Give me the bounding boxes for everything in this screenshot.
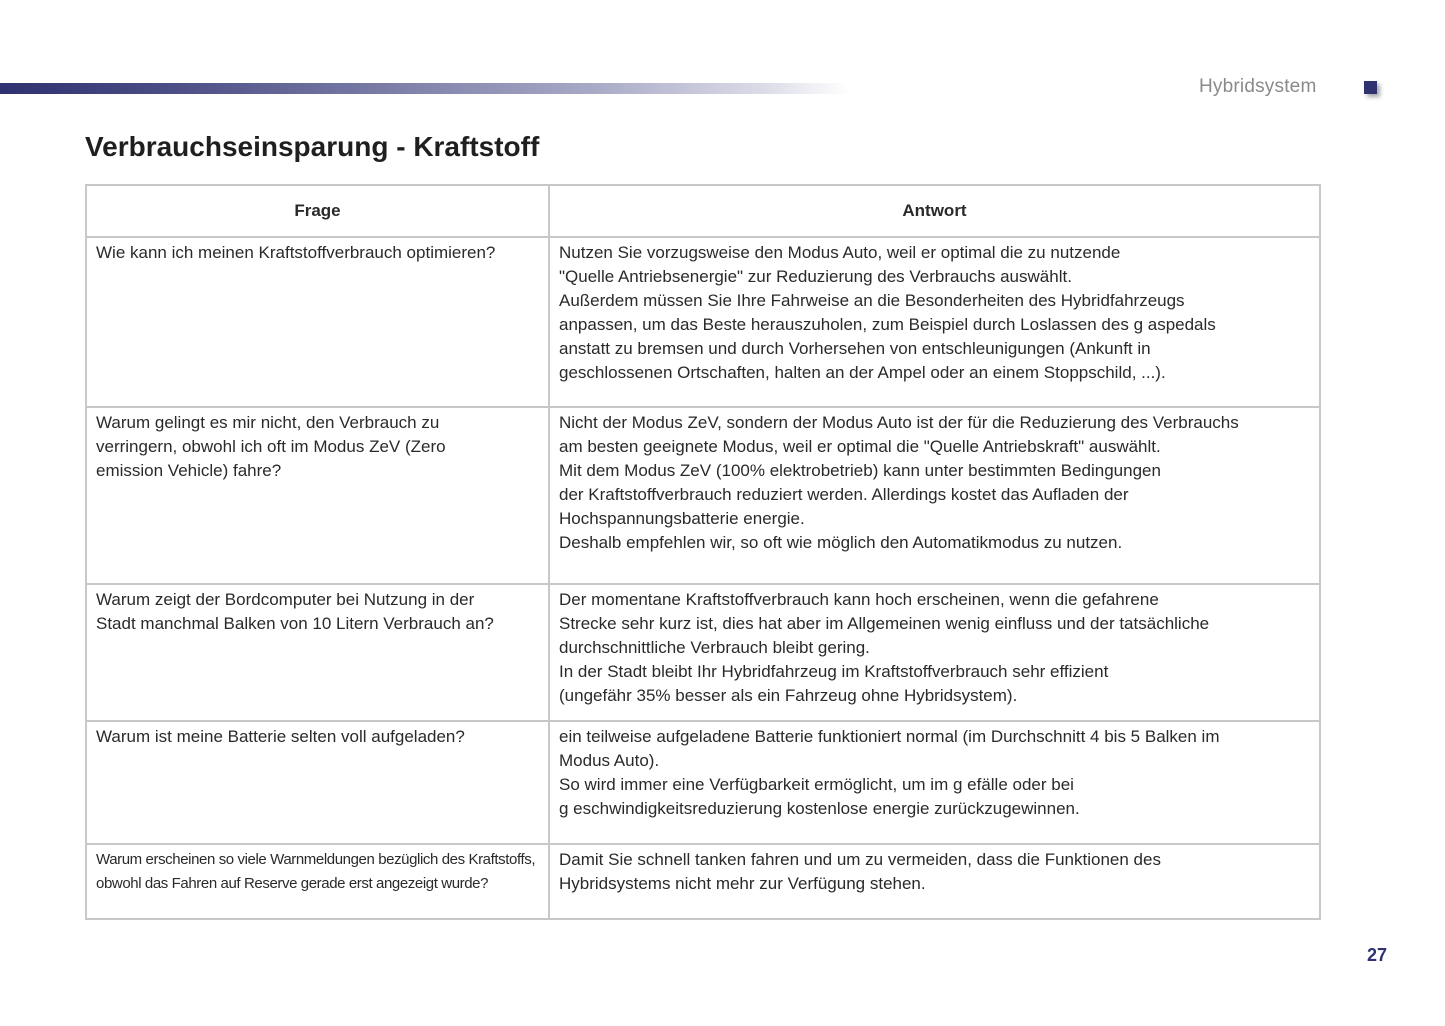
table-row bbox=[86, 721, 1320, 844]
answer-text: geschlossenen Ortschaften, halten an der Ampel oder an einem Stoppschild, ...). bbox=[559, 363, 1166, 382]
answer-text: anstatt zu bremsen und durch Vorhersehen von entschleunigungen (Ankunft in bbox=[559, 339, 1151, 358]
table-row bbox=[86, 407, 1320, 584]
column-header-answer: Antwort bbox=[549, 185, 1320, 237]
question-cell bbox=[86, 584, 549, 721]
column-header-question: Frage bbox=[86, 185, 549, 237]
answer-text: g eschwindigkeitsreduzierung kostenlose energie zurückzugewinnen. bbox=[559, 799, 1080, 818]
question-text: Warum zeigt der Bordcomputer bei Nutzung in der bbox=[96, 590, 475, 609]
answer-text: Strecke sehr kurz ist, dies hat aber im Allgemeinen wenig einfluss und der tatsächliche bbox=[559, 614, 1210, 633]
answer-text: Nutzen Sie vorzugsweise den Modus Auto, weil er optimal die zu nutzende bbox=[559, 243, 1121, 262]
answer-text: Außerdem müssen Sie Ihre Fahrweise an die Besonderheiten des Hybridfahrzeugs bbox=[559, 291, 1185, 310]
question-text: emission Vehicle) fahre? bbox=[96, 461, 282, 480]
question-text: Wie kann ich meinen Kraftstoffverbrauch optimieren? bbox=[96, 243, 496, 262]
question-text: obwohl das Fahren auf Reserve gerade erst angezeigt wurde? bbox=[96, 875, 489, 892]
section-marker-square-icon bbox=[1364, 81, 1377, 94]
answer-text: So wird immer eine Verfügbarkeit ermöglicht, um im g efälle oder bei bbox=[559, 775, 1074, 794]
faq-table bbox=[85, 184, 1321, 920]
answer-text: Hybridsystems nicht mehr zur Verfügung stehen. bbox=[559, 874, 926, 893]
answer-text: "Quelle Antriebsenergie" zur Reduzierung des Verbrauchs auswählt. bbox=[559, 267, 1072, 286]
question-text: Warum ist meine Batterie selten voll aufgeladen? bbox=[96, 727, 465, 746]
question-cell bbox=[86, 844, 549, 919]
answer-text: In der Stadt bleibt Ihr Hybridfahrzeug im Kraftstoffverbrauch sehr effizient bbox=[559, 662, 1109, 681]
question-cell bbox=[86, 407, 549, 584]
question-cell bbox=[86, 237, 549, 407]
answer-cell bbox=[549, 844, 1320, 919]
question-text: Warum erscheinen so viele Warnmeldungen bezüglich des Kraftstoffs, bbox=[96, 851, 536, 868]
page-title: Verbrauchseinsparung - Kraftstoff bbox=[85, 131, 540, 162]
answer-cell bbox=[549, 237, 1320, 407]
table-header-row bbox=[86, 185, 1320, 237]
answer-text: Modus Auto). bbox=[559, 751, 660, 770]
question-text: verringern, obwohl ich oft im Modus ZeV (Zero bbox=[96, 437, 446, 456]
answer-cell bbox=[549, 721, 1320, 844]
answer-text: ein teilweise aufgeladene Batterie funktioniert normal (im Durchschnitt 4 bis 5 Balken im bbox=[559, 727, 1220, 746]
section-label: Hybridsystem bbox=[1199, 76, 1317, 97]
answer-text: am besten geeignete Modus, weil er optimal die "Quelle Antriebskraft" auswählt. bbox=[559, 437, 1161, 456]
answer-text: Der momentane Kraftstoffverbrauch kann hoch erscheinen, wenn die gefahrene bbox=[559, 590, 1159, 609]
answer-text: der Kraftstoffverbrauch reduziert werden. Allerdings kostet das Aufladen der bbox=[559, 485, 1129, 504]
page-number: 27 bbox=[1367, 945, 1388, 965]
answer-cell bbox=[549, 407, 1320, 584]
header-gradient-bar bbox=[0, 83, 850, 94]
question-text: Stadt manchmal Balken von 10 Litern Verbrauch an? bbox=[96, 614, 494, 633]
answer-text: durchschnittliche Verbrauch bleibt gering. bbox=[559, 638, 870, 657]
answer-text: Mit dem Modus ZeV (100% elektrobetrieb) kann unter bestimmten Bedingungen bbox=[559, 461, 1161, 480]
answer-text: anpassen, um das Beste herauszuholen, zum Beispiel durch Loslassen des g aspedals bbox=[559, 315, 1216, 334]
answer-text: Deshalb empfehlen wir, so oft wie möglich den Automatikmodus zu nutzen. bbox=[559, 533, 1123, 552]
answer-text: Hochspannungsbatterie energie. bbox=[559, 509, 805, 528]
table-row bbox=[86, 844, 1320, 919]
answer-text: (ungefähr 35% besser als ein Fahrzeug ohne Hybridsystem). bbox=[559, 686, 1018, 705]
answer-text: Nicht der Modus ZeV, sondern der Modus Auto ist der für die Reduzierung des Verbrauchs bbox=[559, 413, 1239, 432]
table-row bbox=[86, 237, 1320, 407]
question-text: Warum gelingt es mir nicht, den Verbrauch zu bbox=[96, 413, 440, 432]
answer-cell bbox=[549, 584, 1320, 721]
table-row bbox=[86, 584, 1320, 721]
answer-text: Damit Sie schnell tanken fahren und um zu vermeiden, dass die Funktionen des bbox=[559, 850, 1161, 869]
question-cell bbox=[86, 721, 549, 844]
